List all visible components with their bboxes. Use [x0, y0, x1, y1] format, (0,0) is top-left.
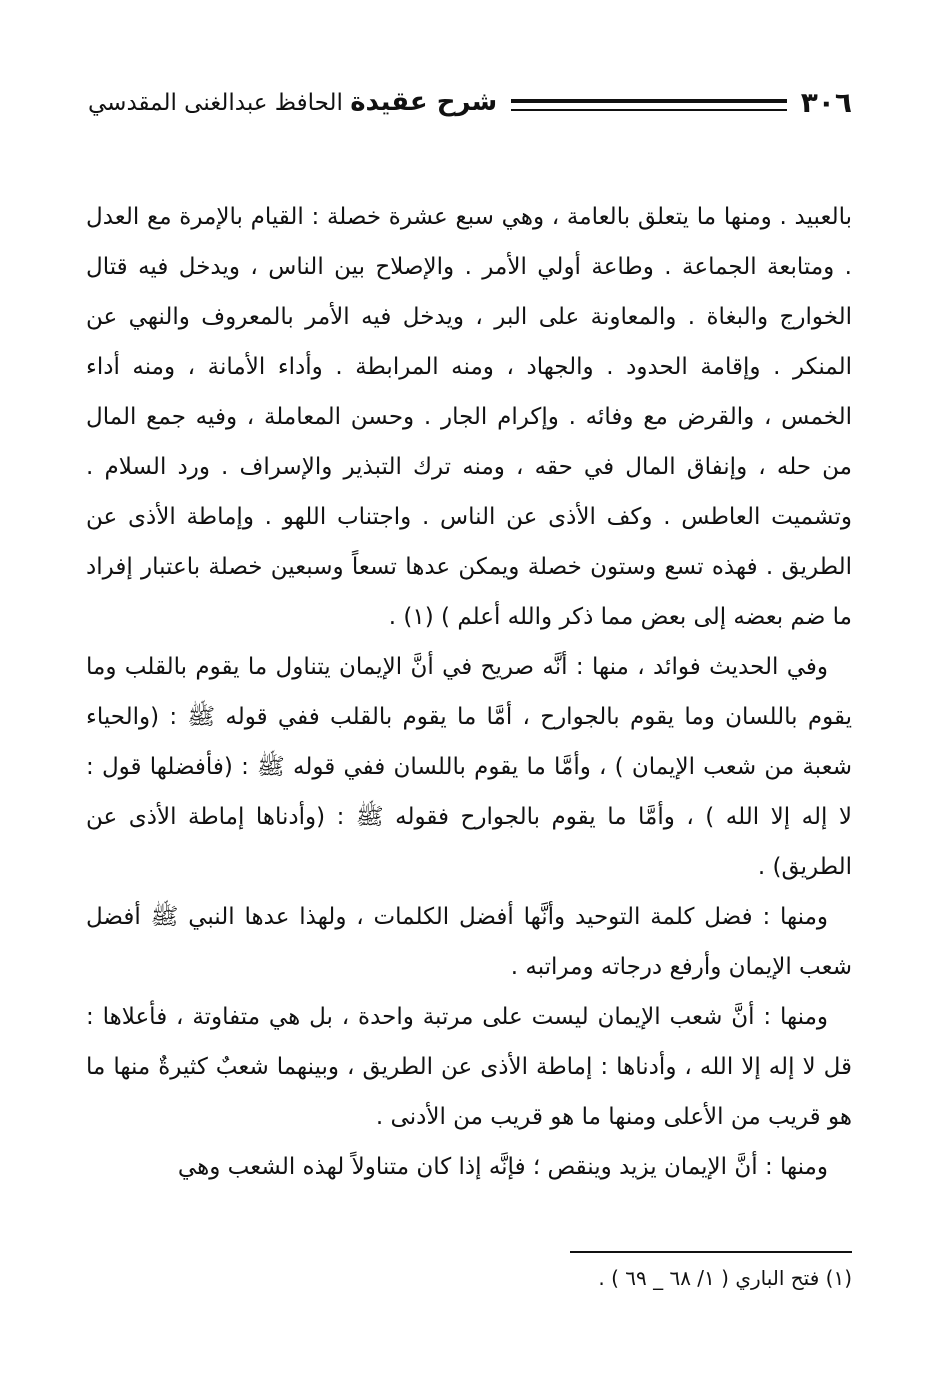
running-title-rest: الحافظ عبدالغنى المقدسي: [88, 90, 343, 116]
paragraph-1: بالعبيد . ومنها ما يتعلق بالعامة ، وهي سبع عشرة خصلة : القيام بالإمرة مع العدل . ومتابعة الجماعة . وطاعة أولي الأمر . والإصلاح بين الناس ، ويدخل فيه قتال الخوارج والبغاة . والمعاونة على البر ، ويدخل فيه الأمر بالمعروف والنهي عن المنكر . وإقامة الحدود . والجهاد ، ومنه المرابطة . وأداء الأمانة ، ومنه أداء الخمس ، والقرض مع وفائه . وإكرام الجار . وحسن المعاملة ، وفيه جمع المال من حله ، وإنفاق المال في حقه ، ومنه ترك التبذير والإسراف . ورد السلام . وتشميت العاطس . وكف الأذى عن الناس . واجتناب اللهو . وإماطة الأذى عن الطريق . فهذه تسع وستون خصلة ويمكن عدها تسعاً وسبعين خصلة باعتبار إفراد ما ضم بعضه إلى بعض مما ذكر والله أعلم ) (١) .: [86, 204, 852, 630]
page-number: ٣٠٦: [800, 85, 852, 119]
body-text: [86, 192, 852, 1192]
running-title-bold: شرح عقيدة: [350, 87, 498, 117]
footnote-1: (١) فتح الباري ( ١/ ٦٨ _ ٦٩ ) .: [598, 1266, 852, 1290]
paragraph-5: ومنها : أنَّ الإيمان يزيد وينقص ؛ فإنَّه إذا كان متناولاً لهذه الشعب وهي: [177, 1154, 828, 1180]
paragraph-4: ومنها : أنَّ شعب الإيمان ليست على مرتبة واحدة ، بل هي متفاوتة ، فأعلاها : قل لا إله إلا الله ، وأدناها : إماطة الأذى عن الطريق ، وبينهما شعبٌ كثيرةٌ منها ما هو قريب من الأعلى ومنها ما هو قريب من الأدنى .: [86, 1004, 852, 1130]
paragraph-2: وفي الحديث فوائد ، منها : أنَّه صريح في أنَّ الإيمان يتناول ما يقوم بالقلب وما يقوم باللسان وما يقوم بالجوارح ، أمَّا ما يقوم بالقلب ففي قوله ﷺ : (والحياء شعبة من شعب الإيمان ) ، وأمَّا ما يقوم باللسان ففي قوله ﷺ : (فأفضلها قول : لا إله إلا الله ) ، وأمَّا ما يقوم بالجوارح فقوله ﷺ : (وأدناها إماطة الأذى عن الطريق) .: [86, 654, 852, 880]
header-rule: [511, 99, 787, 111]
running-header: [88, 80, 852, 124]
paragraph-3: ومنها : فضل كلمة التوحيد وأنَّها أفضل الكلمات ، ولهذا عدها النبي ﷺ أفضل شعب الإيمان وأرفع درجاته ومراتبه .: [86, 904, 852, 980]
footnote-rule: [570, 1251, 852, 1253]
running-title: [88, 87, 497, 117]
footnotes: [86, 1258, 852, 1298]
